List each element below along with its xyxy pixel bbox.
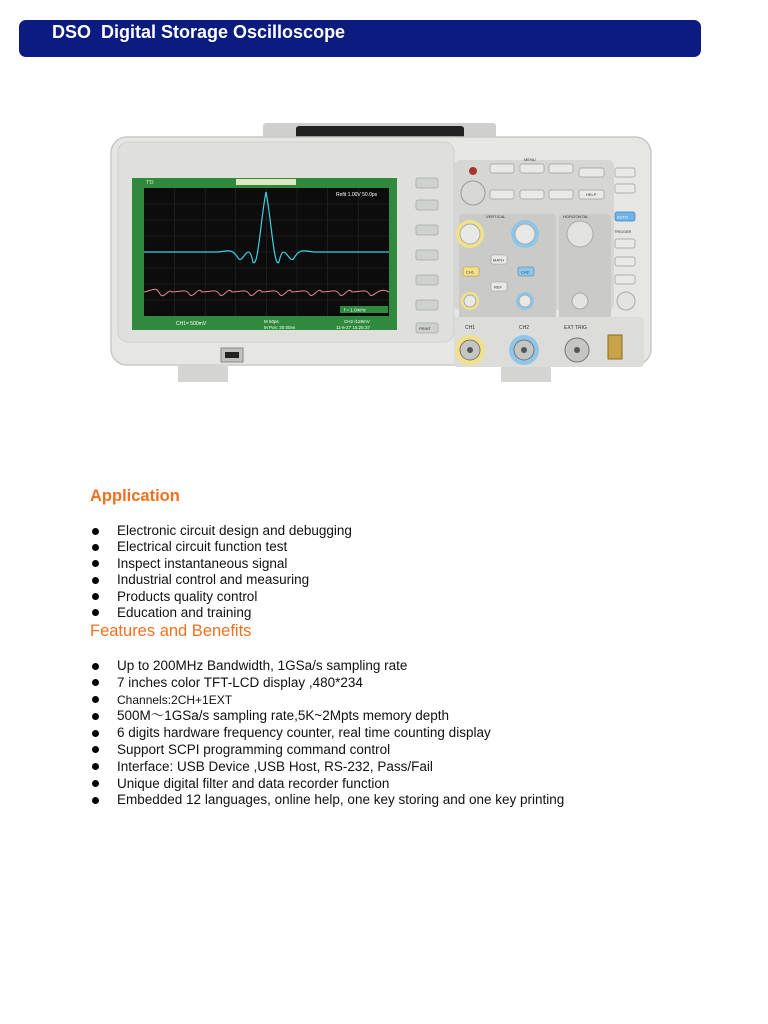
list-item: Channels:2CH+1EXT: [92, 692, 564, 709]
ch2-button-label: CH2: [521, 269, 530, 275]
list-item: Electronic circuit design and debugging: [92, 523, 352, 539]
screen-bottom-right-2: 11-6-27 15:25:37: [336, 325, 370, 330]
list-item: Up to 200MHz Bandwidth, 1GSa/s sampling rate: [92, 658, 564, 675]
features-list: [92, 658, 564, 809]
list-item: Products quality control: [92, 589, 352, 605]
math-button-label: MATH: [493, 257, 505, 263]
oscilloscope-photo: [108, 120, 654, 395]
screen-top-right: Refit 1.00V 50.0ps: [336, 192, 378, 198]
list-item: Interface: USB Device ,USB Host, RS-232, Pass/Fail: [92, 759, 564, 776]
list-item: Unique digital filter and data recorder function: [92, 776, 564, 793]
ch1-button-label: CH1: [466, 269, 475, 275]
list-item: Inspect instantaneous signal: [92, 556, 352, 572]
ch1-input-label: CH1: [465, 325, 476, 331]
list-item: Industrial control and measuring: [92, 572, 352, 588]
page-title: DSO Digital Storage Oscilloscope: [52, 22, 346, 42]
list-item: Electrical circuit function test: [92, 539, 352, 555]
ext-trig-label: EXT TRIG: [564, 325, 587, 331]
list-item: 500M～1GSa/s sampling rate,5K~2Mpts memory depth: [92, 708, 564, 725]
title-banner: [19, 20, 701, 57]
list-item: Support SCPI programming command control: [92, 742, 564, 759]
screen-freq: f = 1.0mHz: [344, 307, 366, 313]
screen-top-left: T'D: [146, 180, 154, 186]
list-item: 6 digits hardware frequency counter, real time counting display: [92, 725, 564, 742]
list-item: Embedded 12 languages, online help, one key storing and one key printing: [92, 792, 564, 809]
menu-label: MENU: [524, 157, 536, 162]
trigger-label: TRIGGER: [614, 230, 632, 234]
horizontal-label: HORIZONTAL: [563, 214, 589, 219]
auto-button-label: AUTO: [617, 214, 629, 220]
ref-button-label: REF: [494, 284, 502, 290]
screen-bottom-right-1: CH2 /128mV: [344, 319, 370, 324]
ch2-input-label: CH2: [519, 325, 530, 331]
application-list: [92, 523, 352, 621]
print-button-label: PRINT: [419, 326, 431, 331]
list-item: 7 inches color TFT-LCD display ,480*234: [92, 675, 564, 692]
screen-bottom-left: CH1= 500mV: [176, 321, 207, 327]
screen-bottom-mid-2: M Pos: 20.00ns: [264, 325, 296, 330]
list-item: Education and training: [92, 605, 352, 621]
help-button-label: HELP: [586, 192, 597, 197]
screen-bottom-mid-1: M 50ps: [264, 319, 279, 324]
features-heading: Features and Benefits: [90, 622, 252, 640]
application-heading: Application: [90, 487, 180, 505]
vertical-label: VERTICAL: [486, 214, 506, 219]
